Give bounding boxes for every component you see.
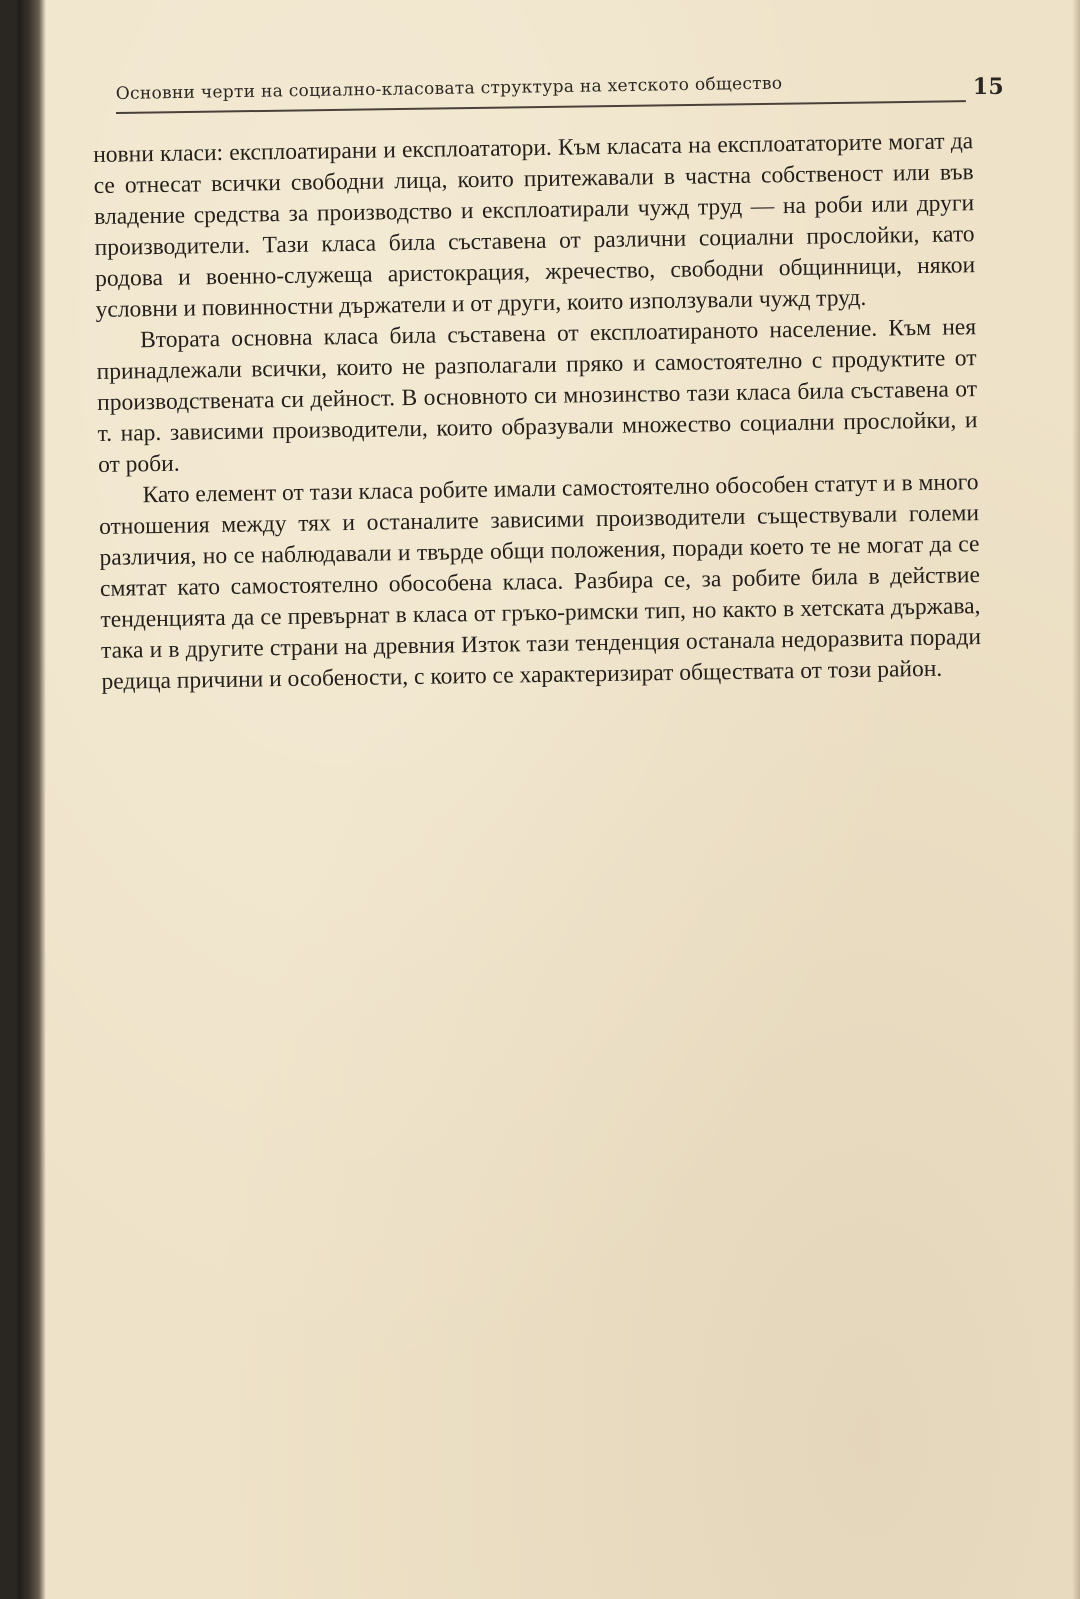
paragraph-3: Като елемент от тази класа робите имали самостоятелно обособен статут и в много отношения между тях и останалите зависими производители съществували големи различия, но се наблюдавали и твърде общи положения, поради което те не могат да се смятат като самостоятелно обособена класа. Разбира се, за робите била в действие тенденцията да се превърнат в класа от гръко-римски тип, но както в хетската държава, така и в другите страни на древния Изток тази тенденция останала недоразвита поради редица причини и особености, с които се характеризират обществата от този район.: [98, 469, 982, 695]
body-text: [93, 126, 982, 698]
book-page: [18, 0, 1080, 1599]
binding-shadow: [18, 0, 46, 1599]
page-edge: [1072, 0, 1080, 1599]
page-number: 15: [972, 74, 1004, 100]
paragraph-1: новни класи: експлоатирани и експлоататори. Към класата на експлоататорите могат да се отнесат всички свободни лица, които притежавали в частна собственост или във владение средства за производство и експлоатирали чужд труд — на роби или други производители. Тази класа била съставена от различни социални прослойки, като родова и военно-служеща аристокрация, жречество, свободни общинници, някои условни и повинностни държатели и от други, които използували чужд труд.: [93, 128, 976, 323]
running-head: Основни черти на социално-класовата структура на хетското общество: [115, 73, 783, 104]
paragraph-2: Втората основна класа била съставена от експлоатираното население. Към нея принадлежали всички, които не разполагали пряко и самостоятелно с продуктите от производствената си дейност. В основното си мнозинство тази класа била съставена от т. нар. зависими производители, които образували множество социални прослойки, и от роби.: [96, 314, 978, 478]
